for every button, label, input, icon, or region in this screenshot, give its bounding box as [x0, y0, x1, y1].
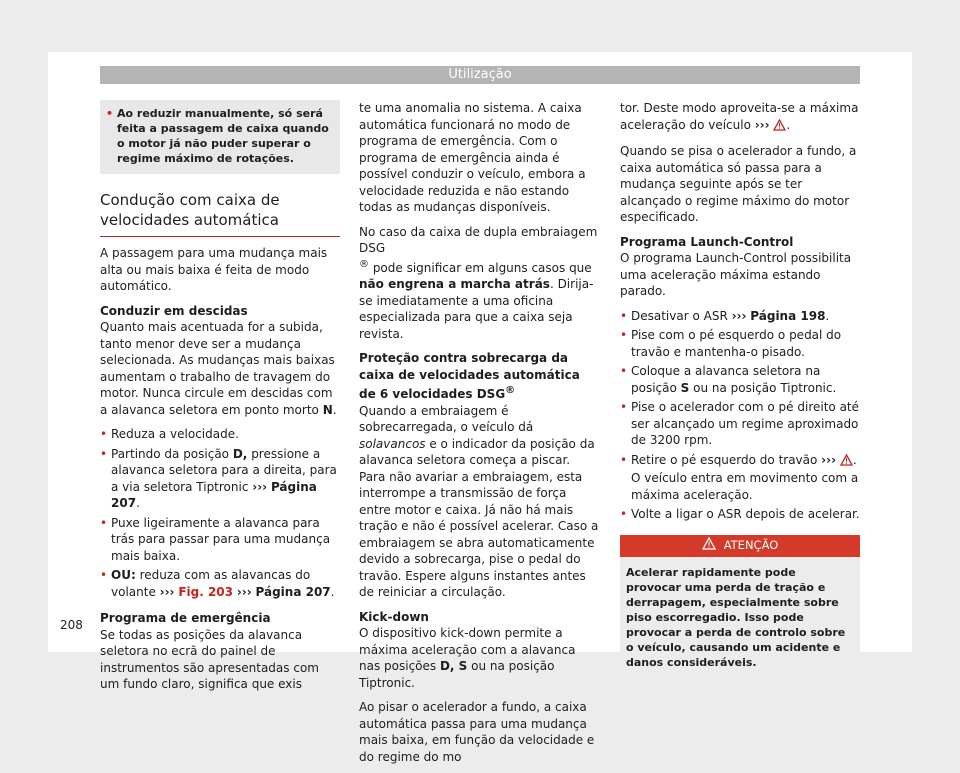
list-item: • Partindo da posição D, pressione a alavanca seletora para a direita, para a via seletora Tiptronic ››› Página 207.: [100, 446, 337, 510]
bullet-icon: •: [620, 452, 628, 467]
list-item: • Puxe ligeiramente a alavanca para trás para passar para uma mudança mais baixa.: [100, 515, 331, 563]
subheading-emergencia: Programa de emergência: [100, 611, 271, 625]
bullet-icon: •: [106, 107, 114, 120]
paragraph-continued: tor. Deste modo aproveita-se a máxima aceleração do veículo ››› .: [620, 100, 860, 135]
list-item: • Pise o acelerador com o pé direito até ser alcançado um regime aproximado de 3200 rpm.: [620, 400, 860, 447]
note-item: • Ao reduzir manualmente, só será feita a passagem de caixa quando o motor já não puder superar o regime máximo de rotações.: [106, 107, 329, 165]
warning-title: ATENÇÃO: [723, 538, 779, 553]
bullet-icon: •: [620, 328, 628, 342]
bullet-icon: •: [620, 400, 628, 414]
bullet-icon: •: [620, 364, 628, 378]
paragraph-continued: te uma anomalia no sistema. A caixa automática funcionará no modo de programa de emergência. Com o programa de emergência ainda é possível conduzir o veículo, embora a velocidade reduzida e não estando todas as mudanças disponíveis.: [359, 101, 586, 214]
list-item: • Pise com o pé esquerdo o pedal do travão e mantenha-o pisado.: [620, 328, 842, 359]
warning-box: [620, 535, 860, 678]
column-2: [359, 100, 599, 773]
page-header: Utilização: [100, 66, 860, 84]
column-1: [100, 100, 340, 701]
paragraph-emergencia: Se todas as posições da alavanca seletora no ecrã do painel de instrumentos são apresentadas com um fundo claro, significa que exis: [100, 627, 319, 691]
list-item: • Desativar o ASR ››› Página 198.: [620, 308, 830, 323]
subheading-kickdown: Kick-down: [359, 609, 429, 624]
page-link[interactable]: Página 207: [111, 479, 317, 510]
subheading-descidas: Conduzir em descidas: [100, 303, 248, 318]
warning-triangle-icon[interactable]: [840, 454, 853, 471]
page-number: 208: [60, 618, 83, 632]
list-item: • Volte a ligar o ASR depois de acelerar.: [620, 507, 860, 521]
paragraph-launch: O programa Launch-Control possibilita uma aceleração máxima estando parado.: [620, 251, 852, 298]
note-box: [100, 100, 340, 174]
bullet-icon: •: [100, 568, 108, 582]
bullet-icon: •: [620, 507, 628, 521]
paragraph-sobrecarga: Quando a embraiagem é sobrecarregada, o veículo dá solavancos e o indicador da posição da alavanca seletora começa a piscar. Para não avariar a embraiagem, esta interrompe a transmissão de força entre motor e caixa. Já não há mais tração e não é possível acelerar. Caso a embraiagem se abra automaticamente devido a sobrecarga, pise o pedal do travão. Espere alguns instantes antes de reiniciar a circulação.: [359, 403, 599, 599]
bullet-icon: •: [100, 515, 108, 530]
warning-text: Acelerar rapidamente pode provocar uma perda de tração e derrapagem, especialmente sobre piso escorregadio. Isso pode provocar a perda de controlo sobre o veículo, causando um acidente e danos consideráveis.: [626, 565, 846, 669]
figure-link[interactable]: Fig. 203: [178, 584, 233, 599]
warning-triangle-icon[interactable]: [773, 119, 786, 136]
bullet-icon: •: [100, 446, 108, 461]
page-link[interactable]: Página 198: [750, 308, 826, 323]
list-item: • Retire o pé esquerdo do travão ››› . O veículo entra em movimento com a máxima aceleração.: [620, 452, 859, 502]
paragraph-kickdown-2: Quando se pisa o acelerador a fundo, a caixa automática só passa para a mudança seguinte após se ter alcançado o regime máximo do motor especificado.: [620, 144, 857, 224]
column-3: [620, 100, 860, 678]
list-item: • Reduza a velocidade.: [100, 427, 239, 441]
warning-triangle-icon: [702, 537, 716, 555]
section-heading: Condução com caixa de velocidades automática: [100, 190, 340, 237]
warning-header: [620, 535, 860, 557]
page-link[interactable]: Página 207: [255, 584, 331, 599]
subheading-launch: Programa Launch-Control: [620, 234, 794, 249]
paragraph-acelerador: Ao pisar o acelerador a fundo, a caixa automática passa para uma mudança mais baixa, em função da velocidade e do regime do mo: [359, 700, 595, 764]
paragraph-descidas: Quanto mais acentuada for a subida, tanto menor deve ser a mudança selecionada. As mudanças mais baixas aumentam o trabalho de travagem do motor. Nunca circule em descidas com a alavanca seletora em ponto morto N.: [100, 320, 337, 417]
paragraph-dsg: No caso da caixa de dupla embraiagem DSG ® pode significar em alguns casos que não engrena a marcha atrás. Dirija-se imediatamente a uma oficina especializada para que a caixa seja revista.: [359, 224, 598, 341]
list-item: • Coloque a alavanca seletora na posição S ou na posição Tiptronic.: [620, 364, 837, 395]
bullet-icon: •: [620, 308, 628, 323]
bullet-icon: •: [100, 427, 108, 441]
intro-paragraph: A passagem para uma mudança mais alta ou mais baixa é feita de modo automático.: [100, 246, 328, 293]
list-item: • OU: reduza com as alavancas do volante ››› Fig. 203 ››› Página 207.: [100, 568, 335, 599]
paragraph-kickdown: O dispositivo kick-down permite a máxima aceleração com a alavanca nas posições D, S ou na posição Tiptronic.: [359, 626, 576, 690]
subheading-sobrecarga: Proteção contra sobrecarga da caixa de velocidades automática de 6 velocidades DSG®: [359, 351, 580, 401]
